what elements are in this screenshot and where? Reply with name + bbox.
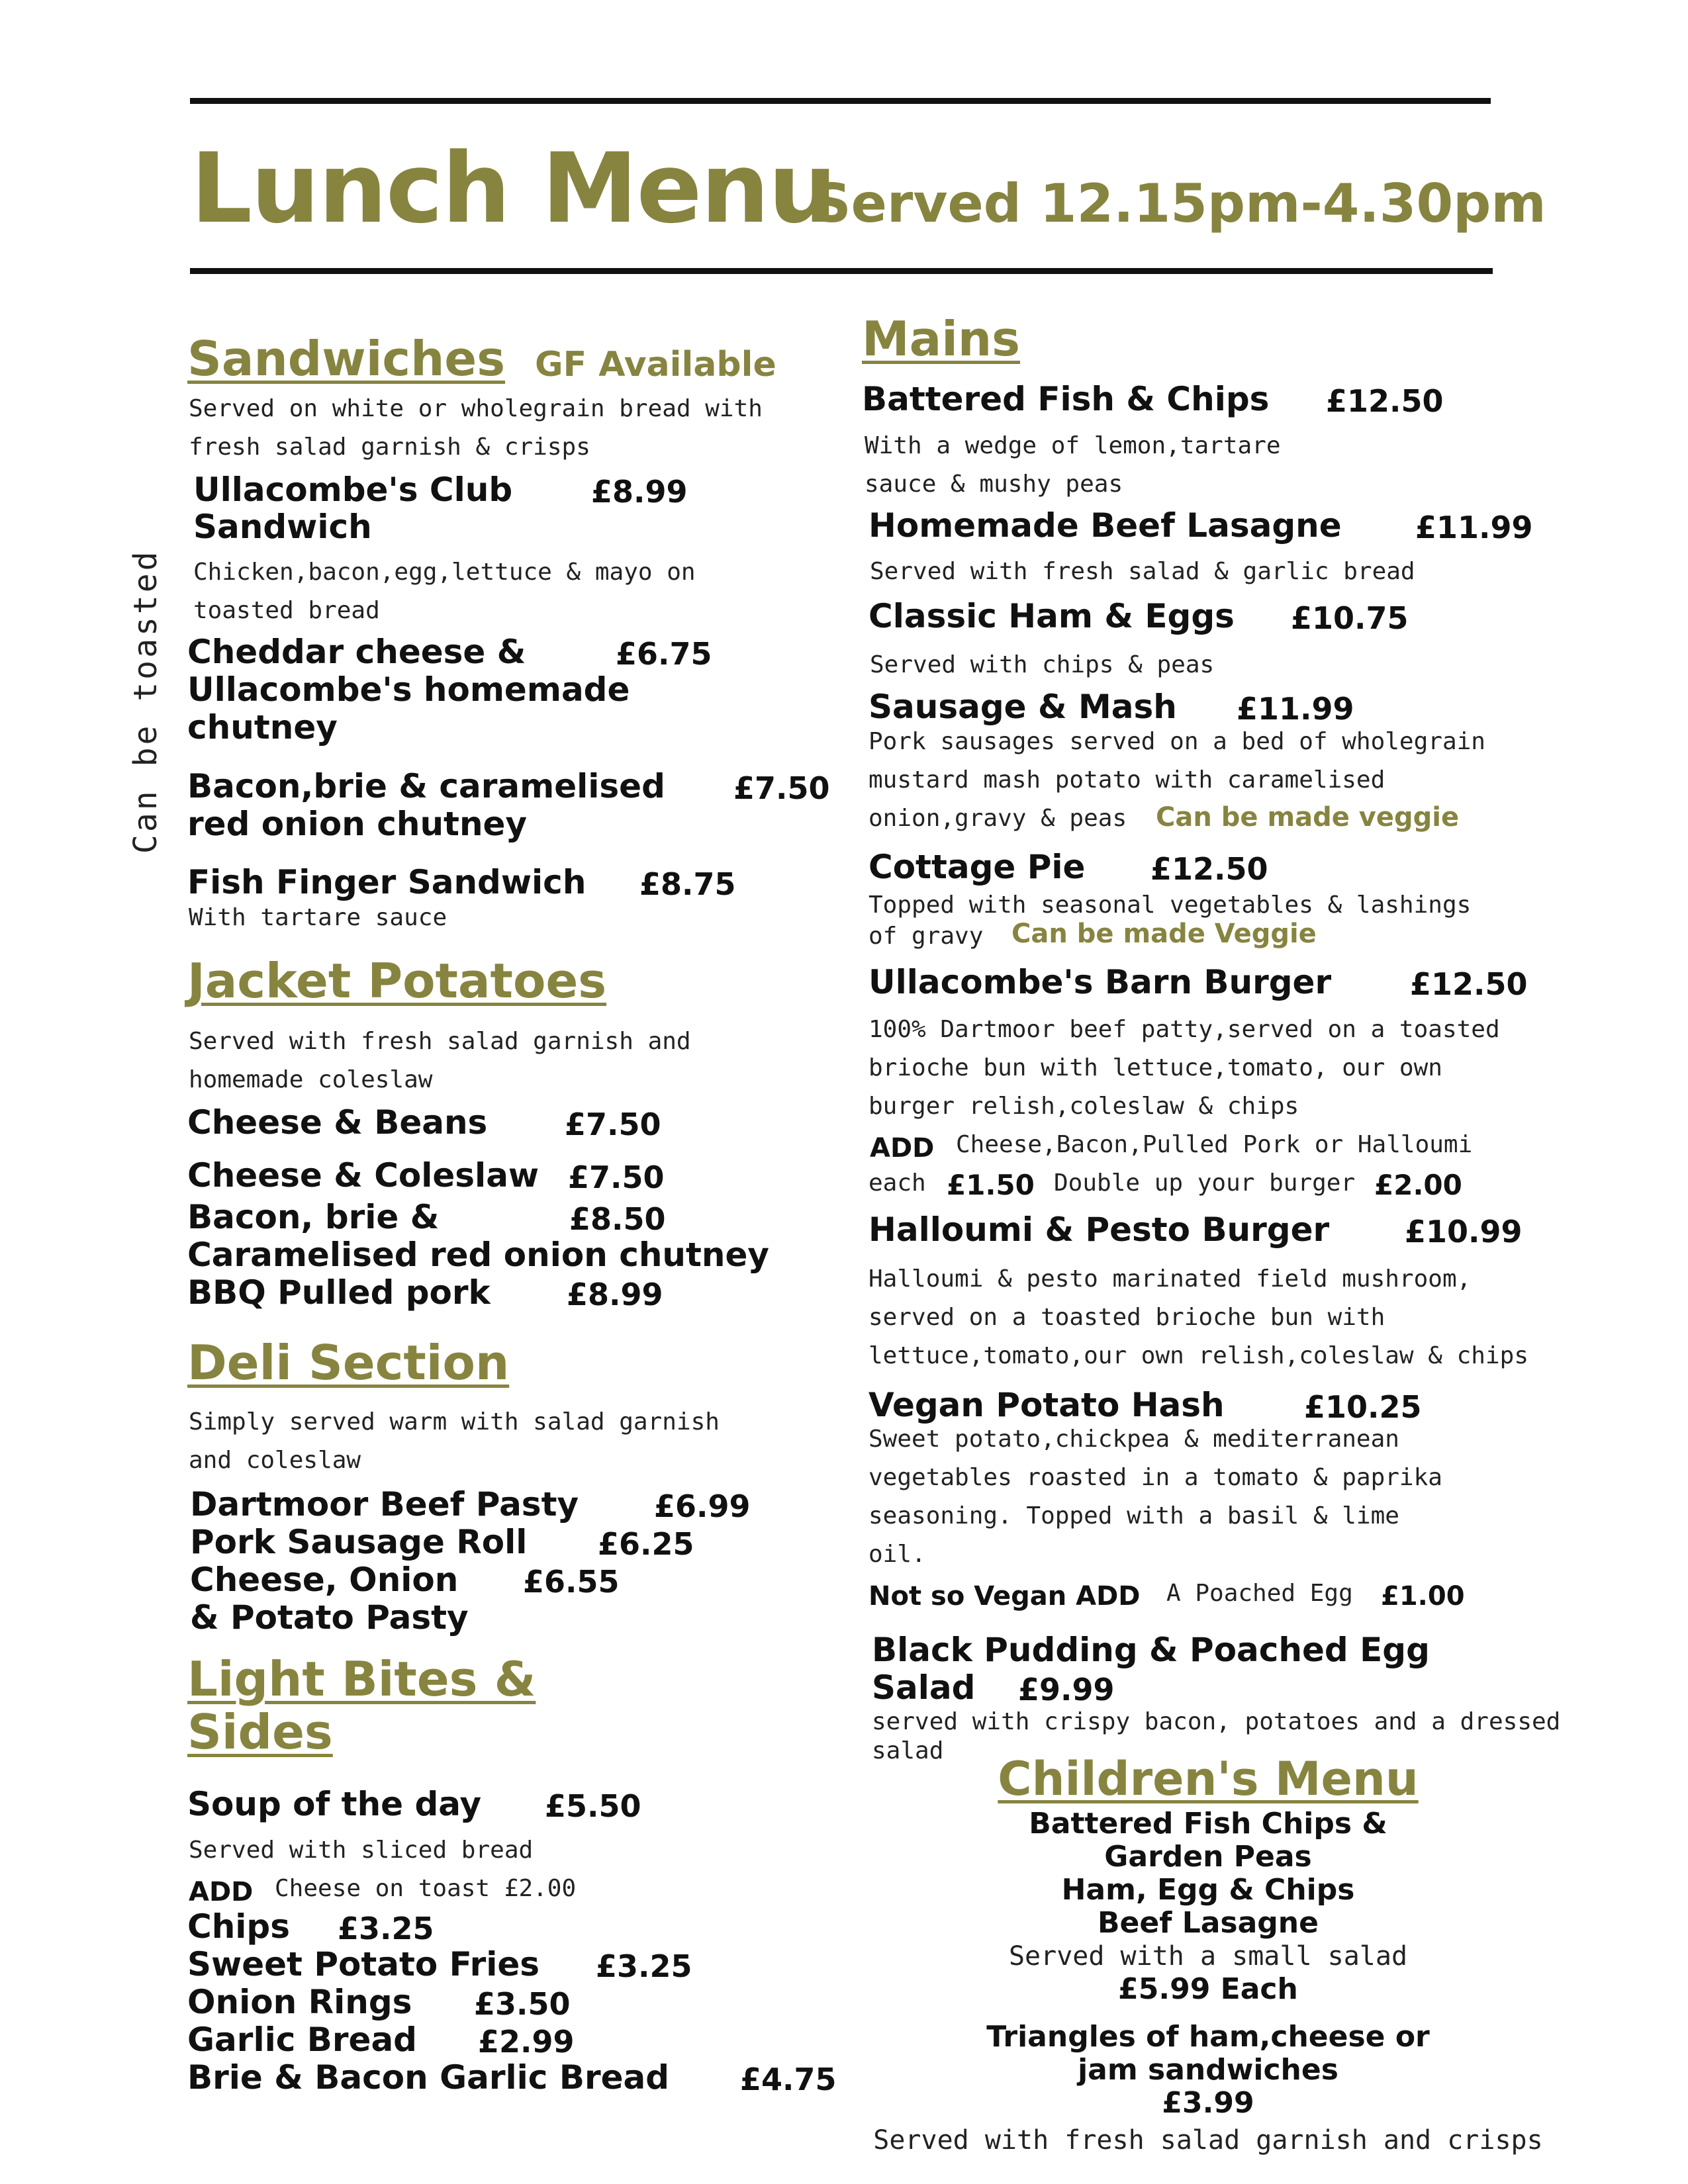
soup-add-text: Cheese on toast £2.00 — [275, 1875, 577, 1902]
kids-price-each: £5.99 Each — [1118, 1972, 1298, 2006]
vegan-hash-desc-line1: Sweet potato,chickpea & mediterranean — [868, 1426, 1399, 1453]
header-top-rule — [190, 98, 1491, 104]
sausage-mash-desc-line1: Pork sausages served on a bed of wholegrain — [868, 728, 1485, 755]
black-pudding-price: £9.99 — [1018, 1672, 1115, 1707]
ham-eggs-name: Classic Ham & Eggs — [868, 597, 1235, 635]
fish-finger-price: £8.75 — [639, 866, 736, 902]
bacon-brie-sandwich-name-line1: Bacon,brie & caramelised — [187, 767, 665, 805]
jacket-desc-line1: Served with fresh salad garnish and — [189, 1028, 691, 1055]
sausage-mash-desc-line3: onion,gravy & peas — [868, 805, 1127, 832]
sandwiches-desc-line1: Served on white or wholegrain bread with — [189, 395, 763, 422]
brie-garlic-bread-name: Brie & Bacon Garlic Bread — [187, 2058, 670, 2097]
soup-name: Soup of the day — [187, 1785, 482, 1823]
sausage-mash-desc-line2: mustard mash potato with caramelised — [868, 766, 1385, 794]
lasagne-name: Homemade Beef Lasagne — [868, 506, 1342, 545]
black-pudding-desc-line2: salad — [872, 1737, 944, 1764]
beef-pasty-name: Dartmoor Beef Pasty — [190, 1485, 579, 1524]
ham-eggs-desc: Served with chips & peas — [870, 651, 1215, 678]
kids-item-lasagne: Beef Lasagne — [1098, 1906, 1319, 1940]
chips-name: Chips — [187, 1907, 290, 1946]
kids-served-note: Served with a small salad — [1008, 1941, 1408, 1972]
club-sandwich-desc-line2: toasted bread — [193, 597, 380, 624]
vegan-hash-desc-line4: oil. — [868, 1541, 926, 1568]
beef-pasty-price: £6.99 — [654, 1488, 751, 1524]
jacket-desc-line2: homemade coleslaw — [189, 1066, 433, 1093]
bacon-brie-sandwich-price: £7.50 — [733, 770, 830, 806]
vegan-hash-desc-line2: vegetables roasted in a tomato & paprika — [868, 1464, 1442, 1491]
club-sandwich-desc-line1: Chicken,bacon,egg,lettuce & mayo on — [193, 559, 696, 586]
vegan-hash-name: Vegan Potato Hash — [868, 1386, 1225, 1424]
barn-burger-desc-line3: burger relish,coleslaw & chips — [868, 1093, 1299, 1120]
cottage-pie-name: Cottage Pie — [868, 848, 1086, 886]
cottage-pie-desc-line1: Topped with seasonal vegetables & lashings — [868, 891, 1472, 919]
barn-burger-desc-line1: 100% Dartmoor beef patty,served on a toasted — [868, 1016, 1500, 1043]
bbq-pulled-pork-price: £8.99 — [567, 1277, 663, 1312]
club-sandwich-name-line1: Ullacombe's Club — [193, 471, 513, 509]
ham-eggs-price: £10.75 — [1291, 600, 1409, 636]
barn-burger-desc-line2: brioche bun with lettuce,tomato, our own — [868, 1054, 1442, 1081]
sausage-roll-name: Pork Sausage Roll — [190, 1523, 528, 1561]
bacon-brie-jacket-name-line1: Bacon, brie & — [187, 1198, 440, 1236]
kids-item-fish-line2: Garden Peas — [1104, 1840, 1312, 1874]
halloumi-burger-price: £10.99 — [1405, 1214, 1523, 1250]
cheese-coleslaw-name: Cheese & Coleslaw — [187, 1156, 539, 1195]
barn-burger-price: £12.50 — [1410, 966, 1528, 1002]
bacon-brie-jacket-name-line2: Caramelised red onion chutney — [187, 1236, 770, 1274]
cheese-pasty-name-line1: Cheese, Onion — [190, 1561, 459, 1599]
sweet-potato-fries-name: Sweet Potato Fries — [187, 1945, 540, 1983]
cheese-coleslaw-price: £7.50 — [568, 1160, 665, 1195]
barn-burger-double-price: £2.00 — [1374, 1169, 1462, 1201]
garlic-bread-name: Garlic Bread — [187, 2021, 417, 2059]
fish-finger-name: Fish Finger Sandwich — [187, 863, 586, 901]
side-note: Can be toasted — [127, 549, 164, 854]
cheese-pasty-name-line2: & Potato Pasty — [190, 1598, 469, 1637]
cottage-pie-desc-line2: of gravy — [868, 923, 984, 950]
section-deli-heading: Deli Section — [187, 1335, 510, 1390]
black-pudding-name-line2: Salad — [872, 1668, 976, 1707]
section-light-bites-heading-line1: Light Bites & — [187, 1651, 536, 1707]
header-bottom-rule — [190, 268, 1493, 274]
soup-add-label: ADD — [189, 1877, 254, 1907]
section-childrens-heading: Children's Menu — [998, 1752, 1419, 1806]
onion-rings-name: Onion Rings — [187, 1983, 412, 2021]
section-light-bites-heading-line2: Sides — [187, 1704, 333, 1760]
black-pudding-desc-line1: served with crispy bacon, potatoes and a dressed — [872, 1708, 1561, 1735]
lasagne-desc: Served with fresh salad & garlic bread — [870, 558, 1415, 585]
childrens-menu — [861, 1751, 1556, 2157]
soup-price: £5.50 — [545, 1788, 641, 1824]
section-jacket-heading: Jacket Potatoes — [187, 953, 607, 1009]
cheese-beans-price: £7.50 — [565, 1107, 661, 1142]
cheddar-price: £6.75 — [616, 636, 712, 672]
halloumi-burger-desc-line2: served on a toasted brioche bun with — [868, 1304, 1385, 1331]
sausage-mash-veggie-note: Can be made veggie — [1156, 802, 1460, 833]
cheddar-name-line1: Cheddar cheese & — [187, 633, 526, 671]
kids-garnish-note: Served with fresh salad garnish and crisps — [873, 2125, 1543, 2156]
bacon-brie-jacket-price: £8.50 — [569, 1201, 666, 1237]
garlic-bread-price: £2.99 — [478, 2024, 575, 2060]
vegan-hash-add-text: A Poached Egg — [1166, 1580, 1353, 1607]
kids-item-triangles-line1: Triangles of ham,cheese or — [986, 2020, 1430, 2054]
soup-desc: Served with sliced bread — [189, 1837, 534, 1864]
cottage-pie-veggie-note: Can be made Veggie — [1011, 919, 1317, 949]
bacon-brie-sandwich-name-line2: red onion chutney — [187, 805, 528, 843]
kids-item-triangles-line2: jam sandwiches — [1078, 2053, 1338, 2087]
vegan-hash-desc-line3: seasoning. Topped with a basil & lime — [868, 1502, 1399, 1529]
halloumi-burger-desc-line3: lettuce,tomato,our own relish,coleslaw & chips — [868, 1342, 1528, 1369]
cheddar-name-line2: Ullacombe's homemade — [187, 670, 630, 709]
section-sandwiches-heading: Sandwiches — [187, 331, 506, 387]
bbq-pulled-pork-name: BBQ Pulled pork — [187, 1273, 491, 1312]
sweet-potato-fries-price: £3.25 — [596, 1948, 692, 1984]
fish-chips-price: £12.50 — [1326, 383, 1444, 419]
sausage-mash-price: £11.99 — [1237, 691, 1354, 727]
sandwiches-desc-line2: fresh salad garnish & crisps — [189, 433, 590, 461]
barn-burger-double-text: Double up your burger — [1054, 1169, 1356, 1197]
barn-burger-add-text: Cheese,Bacon,Pulled Pork or Halloumi — [956, 1131, 1473, 1158]
kids-item-ham-eggs: Ham, Egg & Chips — [1061, 1873, 1355, 1907]
vegan-hash-add-label: Not so Vegan ADD — [868, 1581, 1141, 1612]
section-mains-heading: Mains — [862, 311, 1021, 367]
cheddar-name-line3: chutney — [187, 708, 338, 747]
lasagne-price: £11.99 — [1415, 510, 1533, 545]
fish-chips-desc-line2: sauce & mushy peas — [865, 471, 1123, 498]
fish-finger-desc: With tartare sauce — [189, 904, 447, 931]
black-pudding-name-line1: Black Pudding & Poached Egg — [872, 1631, 1430, 1669]
kids-item-fish-line1: Battered Fish Chips & — [1029, 1807, 1387, 1841]
page-title: Lunch Menu — [191, 132, 836, 245]
cottage-pie-price: £12.50 — [1150, 851, 1268, 887]
vegan-hash-price: £10.25 — [1304, 1389, 1422, 1425]
service-hours: Served 12.15pm-4.30pm — [813, 173, 1546, 234]
brie-garlic-bread-price: £4.75 — [740, 2062, 837, 2097]
kids-triangles-price: £3.99 — [1162, 2086, 1254, 2120]
onion-rings-price: £3.50 — [474, 1986, 571, 2022]
cheese-pasty-price: £6.55 — [523, 1564, 620, 1600]
barn-burger-each-price: £1.50 — [947, 1169, 1035, 1201]
gf-available-note: GF Available — [535, 345, 776, 385]
fish-chips-desc-line1: With a wedge of lemon,tartare — [865, 432, 1281, 459]
halloumi-burger-name: Halloumi & Pesto Burger — [868, 1210, 1330, 1249]
fish-chips-name: Battered Fish & Chips — [862, 380, 1270, 418]
vegan-hash-add-price: £1.00 — [1381, 1581, 1465, 1612]
halloumi-burger-desc-line1: Halloumi & pesto marinated field mushroom, — [868, 1265, 1472, 1293]
barn-burger-each: each — [868, 1169, 926, 1197]
sausage-roll-price: £6.25 — [598, 1526, 694, 1562]
deli-desc-line2: and coleslaw — [189, 1447, 361, 1474]
club-sandwich-price: £8.99 — [591, 474, 688, 510]
chips-price: £3.25 — [338, 1911, 434, 1946]
club-sandwich-name-line2: Sandwich — [193, 508, 372, 546]
barn-burger-add-label: ADD — [870, 1133, 935, 1163]
cheese-beans-name: Cheese & Beans — [187, 1103, 488, 1142]
barn-burger-name: Ullacombe's Barn Burger — [868, 963, 1332, 1001]
sausage-mash-name: Sausage & Mash — [868, 688, 1177, 726]
deli-desc-line1: Simply served warm with salad garnish — [189, 1408, 720, 1435]
